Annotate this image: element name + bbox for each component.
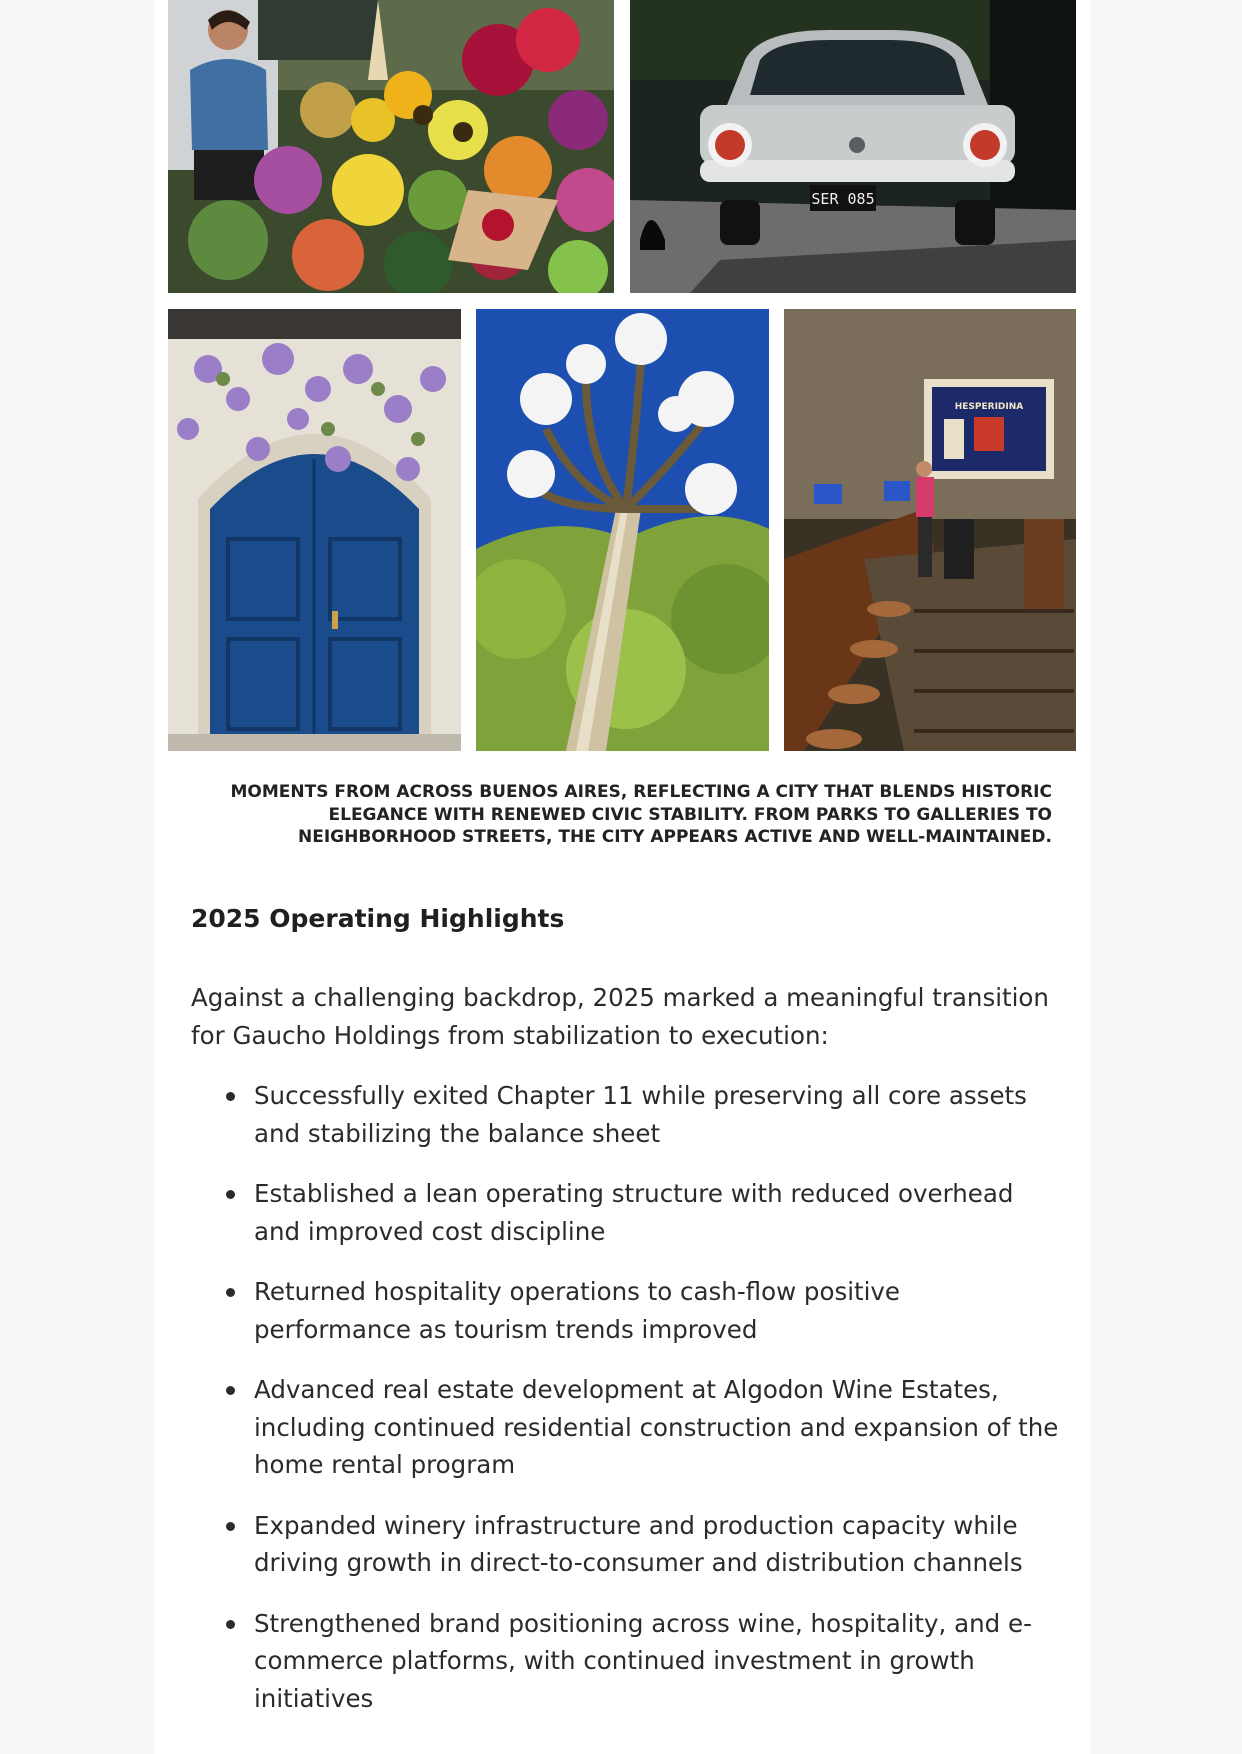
vintage-falcon-car-photo [630, 0, 1076, 293]
bullet-icon [226, 1620, 235, 1629]
list-item [191, 1273, 1061, 1348]
intro-paragraph: Against a challenging backdrop, 2025 marked a meaningful transition for Gaucho Holdings from stabilization to execution: [191, 983, 1049, 1050]
bullet-icon [226, 1386, 235, 1395]
photo-caption: MOMENTS FROM ACROSS BUENOS AIRES, REFLECTING A CITY THAT BLENDS HISTORIC ELEGANCE WITH RENEWED CIVIC STABILITY. FROM PARKS TO GALLERIES TO NEIGHBORHOOD STREETS, THE CITY APPEARS ACTIVE AND WELL-MAINTAINED. [230, 782, 1052, 847]
bullet-icon [226, 1522, 235, 1531]
street-lamp-photo [476, 309, 769, 751]
flower-market-photo [168, 0, 614, 293]
poster-text: HESPERIDINA [954, 402, 1024, 412]
bullet-icon [226, 1190, 235, 1199]
list-item-text: Strengthened brand positioning across wine, hospitality, and e-commerce platforms, with continued investment in growth initiatives [254, 1608, 1032, 1713]
list-item [191, 1507, 1061, 1582]
list-item [191, 1371, 1061, 1484]
bullet-icon [226, 1288, 235, 1297]
highlights-list [191, 1077, 1061, 1740]
blue-arched-door-photo [168, 309, 461, 751]
list-item [191, 1175, 1061, 1250]
list-item-text: Advanced real estate development at Algodon Wine Estates, including continued residential construction and expansion of the home rental program [254, 1375, 1059, 1479]
license-plate-text: SER 085 [811, 190, 875, 208]
list-item-text: Expanded winery infrastructure and production capacity while driving growth in direct-to-consumer and distribution channels [254, 1510, 1023, 1577]
section-title: 2025 Operating Highlights [191, 904, 565, 933]
bullet-icon [226, 1092, 235, 1101]
bar-interior-photo [784, 309, 1076, 751]
list-item-text: Established a lean operating structure with reduced overhead and improved cost discipline [254, 1179, 1014, 1246]
list-item-text: Returned hospitality operations to cash-flow positive performance as tourism trends improved [254, 1277, 901, 1344]
list-item-text: Successfully exited Chapter 11 while preserving all core assets and stabilizing the balance sheet [254, 1081, 1027, 1148]
list-item [191, 1605, 1061, 1718]
list-item [191, 1077, 1061, 1152]
